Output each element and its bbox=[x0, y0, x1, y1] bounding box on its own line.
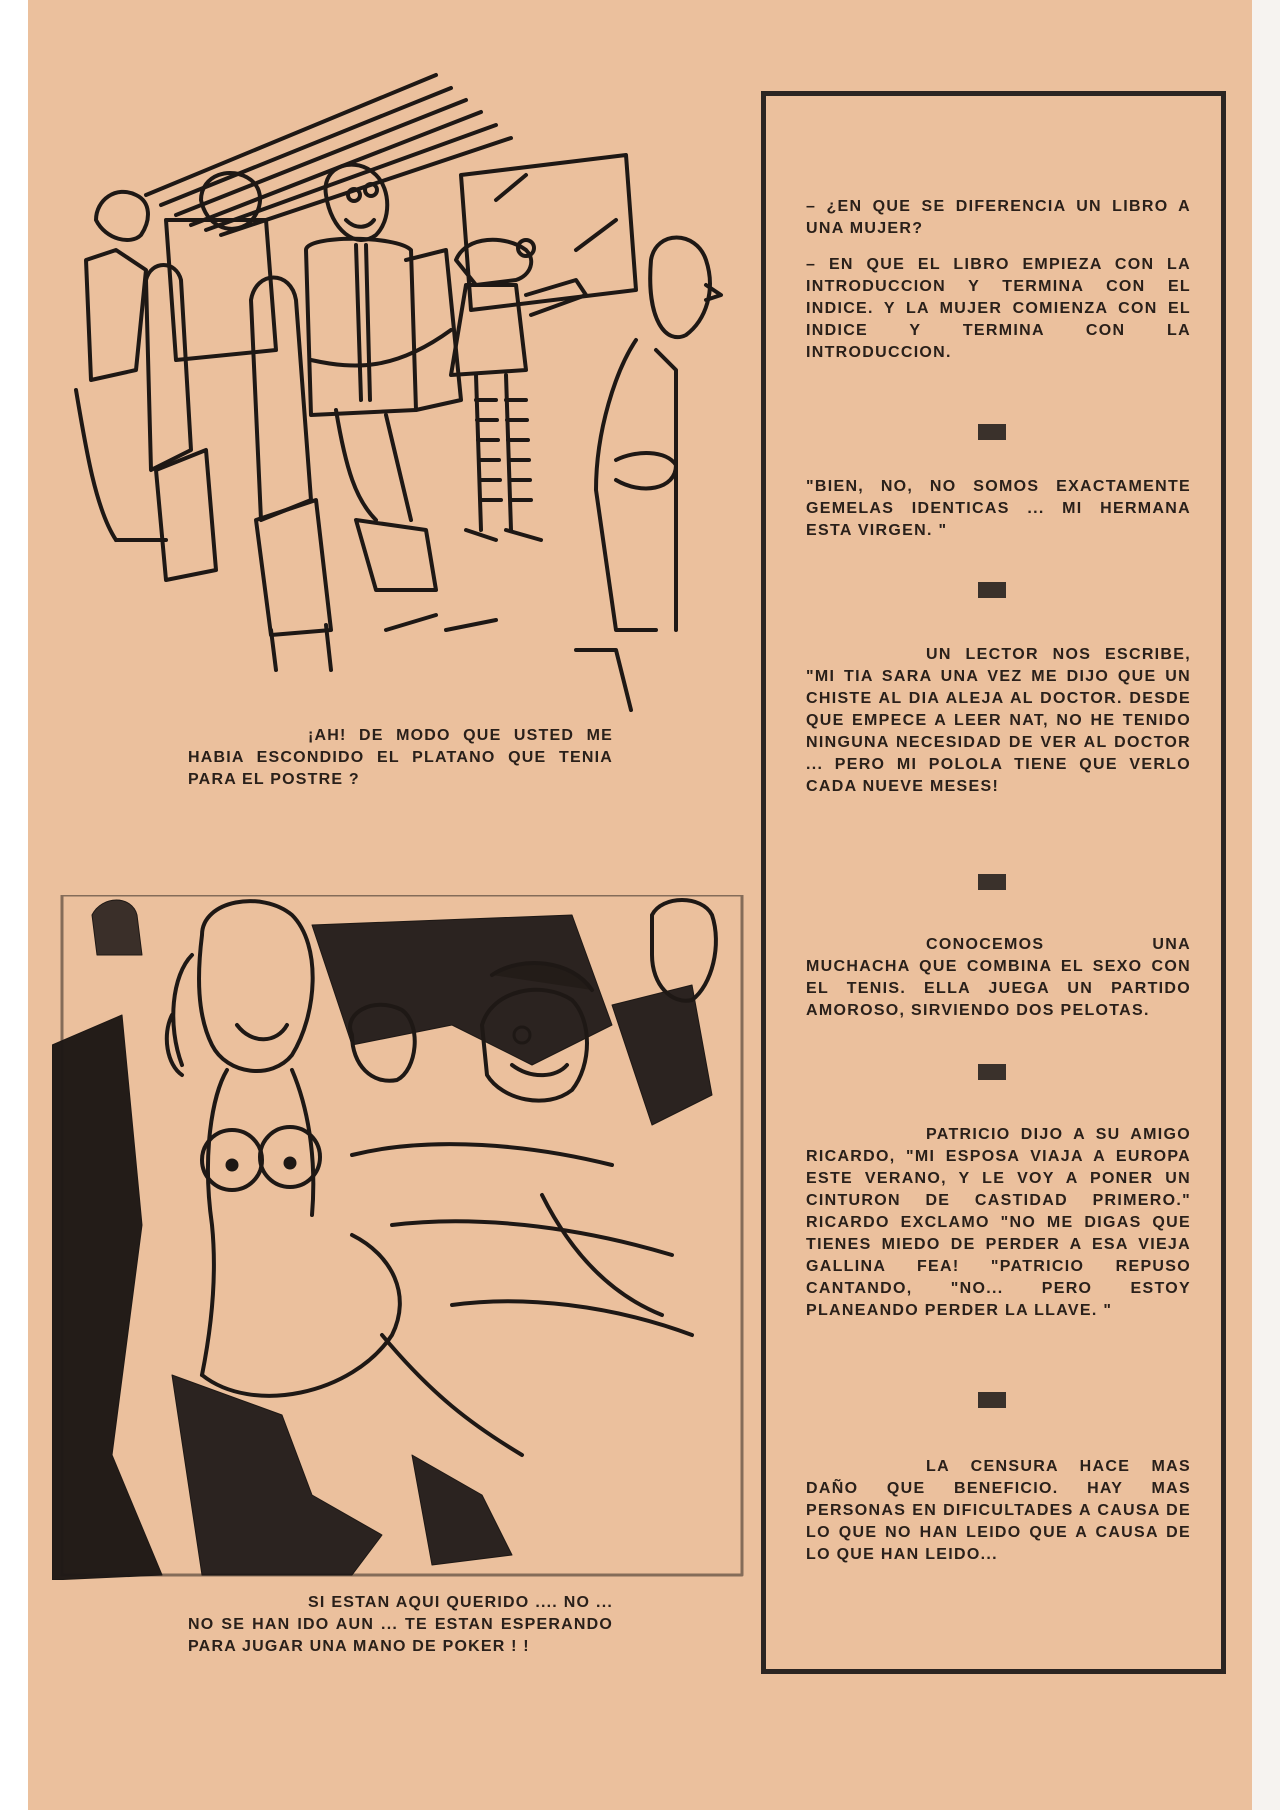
jokes-box bbox=[761, 91, 1226, 1674]
joke-4-text: CONOCEMOS UNA MUCHACHA QUE COMBINA EL SEXO CON EL TENIS. ELLA JUEGA UN PARTIDO AMOROSO, SIRVIENDO DOS PELOTAS. bbox=[806, 936, 1191, 1019]
joke-3-text: UN LECTOR NOS ESCRIBE, "MI TIA SARA UNA VEZ ME DIJO QUE UN CHISTE AL DIA ALEJA AL DOCTOR. DESDE QUE EMPECE A LEER NAT, NO HE TENIDO NINGUNA NECESIDAD DE VER AL DOCTOR ... PERO MI POLOLA TIENE QUE VERLO CADA NUEVE MESES! bbox=[806, 646, 1191, 795]
joke-5-text: PATRICIO DIJO A SU AMIGO RICARDO, "MI ESPOSA VIAJA A EUROPA ESTE VERANO, Y LE VOY A PONER UN CINTURON DE CASTIDAD PRIMERO." RICARDO EXCLAMO "NO ME DIGAS QUE TIENES MIEDO DE PERDER A ESA VIEJA GALLINA FEA! "PATRICIO REPUSO CANTANDO, "NO... PERO ESTOY PLANEANDO PERDER LA LLAVE. " bbox=[806, 1126, 1191, 1319]
separator-square bbox=[978, 1392, 1006, 1408]
separator-square bbox=[978, 874, 1006, 890]
magazine-page bbox=[28, 0, 1252, 1810]
joke-3 bbox=[806, 644, 1191, 812]
bottom-cartoon-caption bbox=[188, 1592, 613, 1658]
separator-square bbox=[978, 1064, 1006, 1080]
scan-left-margin bbox=[0, 0, 28, 1810]
bottom-caption-text: SI ESTAN AQUI QUERIDO .... NO ... NO SE HAN IDO AUN ... TE ESTAN ESPERANDO PARA JUGAR UNA MANO DE POKER ! ! bbox=[188, 1594, 613, 1655]
top-caption-text: ¡AH! DE MODO QUE USTED ME HABIA ESCONDIDO EL PLATANO QUE TENIA PARA EL POSTRE ? bbox=[188, 727, 613, 788]
scan-right-margin bbox=[1252, 0, 1280, 1810]
separator-square bbox=[978, 582, 1006, 598]
joke-6-text: LA CENSURA HACE MAS DAÑO QUE BENEFICIO. HAY MAS PERSONAS EN DIFICULTADES A CAUSA DE LO QUE NO HAN LEIDO QUE A CAUSA DE LO QUE HAN LEIDO... bbox=[806, 1458, 1191, 1563]
cartoon-bus-illustration bbox=[56, 70, 746, 720]
joke-4 bbox=[806, 934, 1191, 1036]
joke-5 bbox=[806, 1124, 1191, 1336]
top-cartoon-caption bbox=[188, 725, 613, 791]
separator-square bbox=[978, 424, 1006, 440]
joke-6 bbox=[806, 1456, 1191, 1580]
joke-1-answer: – EN QUE EL LIBRO EMPIEZA CON LA INTRODUCCION Y TERMINA CON EL INDICE. Y LA MUJER COMIENZA CON EL INDICE Y TERMINA CON LA INTRODUCCION. bbox=[806, 256, 1191, 361]
joke-2 bbox=[806, 476, 1191, 556]
joke-1 bbox=[806, 196, 1191, 378]
joke-1-question: – ¿EN QUE SE DIFERENCIA UN LIBRO A UNA MUJER? bbox=[806, 198, 1191, 237]
joke-2-text: "BIEN, NO, NO SOMOS EXACTAMENTE GEMELAS IDENTICAS ... MI HERMANA ESTA VIRGEN. " bbox=[806, 478, 1191, 539]
cartoon-bedroom-illustration bbox=[52, 895, 752, 1580]
